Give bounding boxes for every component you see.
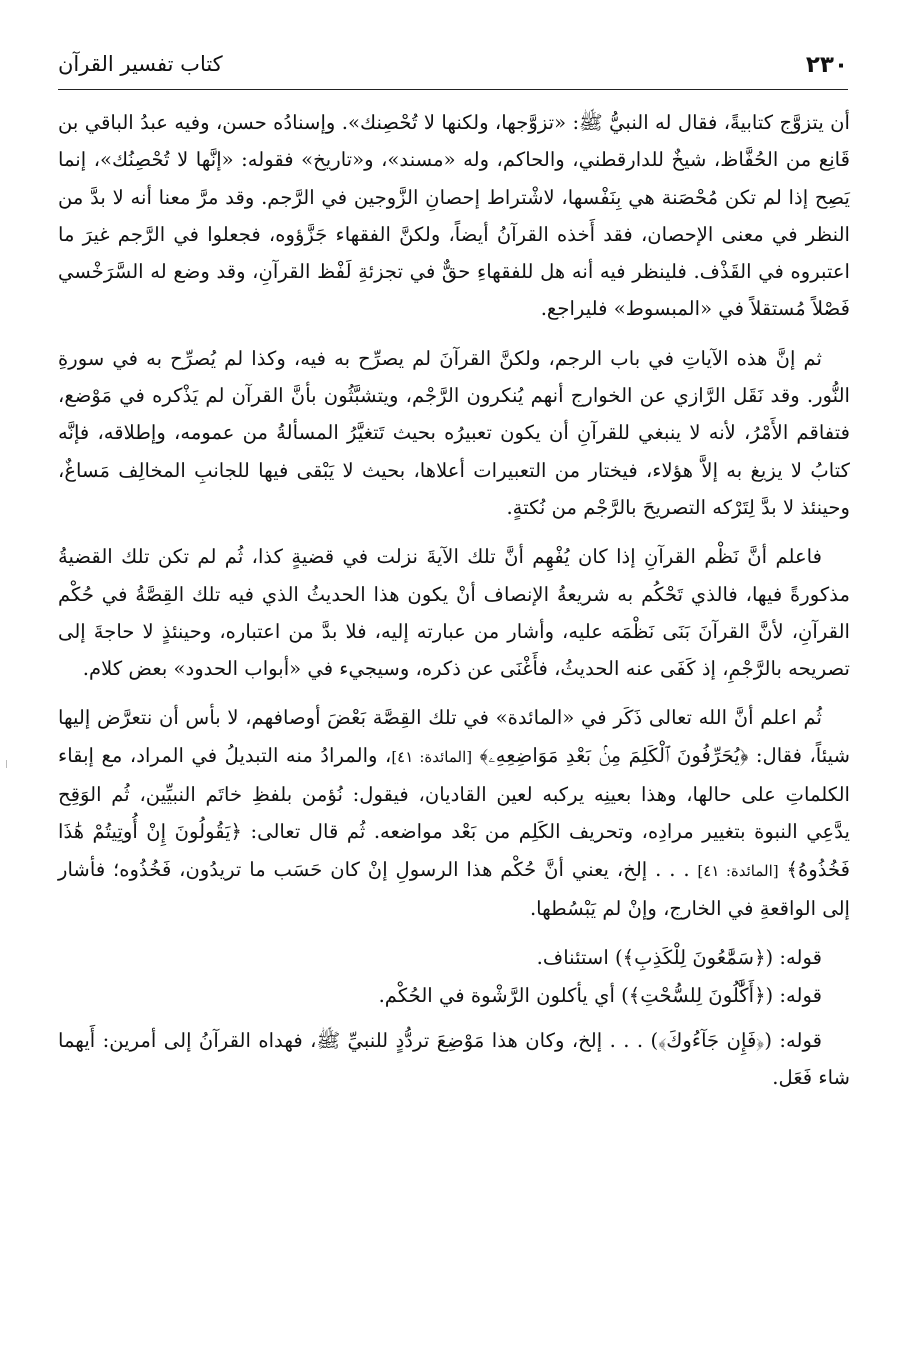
paragraph: [58, 104, 850, 328]
paragraph-text: والمرادُ منه التبديلُ في المراد، مع إبقاء الكلماتِ على حالها، وهذا بعينِه يركبه لعين القاديان، فيقول: نُؤمن بلفظِ خاتَم النبيِّين، ثُم الوَقِح يدَّعِي النبوة بتغيير مرادِه، وتحريف الكَلِم من بَعْد مواضعه. ثُم قال تعالى: ﴿يَقُولُونَ إِنْ أُوتِيتُمْ هَٰذَا فَخُذُوهُ﴾: [58, 743, 850, 881]
page-header: [58, 50, 848, 86]
paragraph: [58, 1022, 850, 1097]
main-text: [58, 104, 850, 1108]
paragraph-text: أن يتزوَّج كتابيةً، فقال له النبيُّ ﷺ: «تزوَّجها، ولكنها لا تُحْصِنك». وإسنادُه حسن، وفيه عبدُ الباقي بن قَانِع من الحُفَّاظ، شيخٌ للدارقطني، والحاكم، وله «مسند»، و«تاريخ» فقوله: «إنَّها لا تُحْصِنُك»، إنما يَصِح إذا لم تكن مُحْصَنة هي بِنَفْسها، لاشْتراط إحصانِ الزَّوجين في الرَّجم. وقد مرَّ معنا أنه لا بدَّ من النظر في معنى الإحصان، فقد أَخذه القرآنُ أيضاً، ولكنَّ الفقهاء جَزَّؤوه، فجعلوا في الرَّجم غيرَ ما اعتبروه في القَذْف. فلينظر فيه أنه هل للفقهاءِ حقٌّ في تجزئةِ لَفْظ القرآنِ، وقد وضع له السَّرَخْسي فَصْلاً مُستقلاً في «المبسوط» فليراجع.: [58, 111, 850, 321]
paragraph: [58, 977, 850, 1014]
paragraph-text: فاعلم أنَّ نَظْم القرآنِ إذا كان يُفْهِم أنَّ تلك الآيةَ نزلت في قضيةٍ كذا، ثُم لم تكن تلك القضيةُ مذكورةً فيها، فالذي تَحْكُم به شريعةُ الإنصاف أنْ يكون هذا الحديثُ الذي فيه تلك القِصَّةُ في حُكْم القرآنِ، لأنَّ القرآنَ بَنَى نَظْمَه عليه، وأشار من عبارته إليه، فلا بدَّ من اعتباره، وحينئذٍ لا حاجةَ إلى تصريحه بالرَّجْمِ، إذ كَفَى عنه الحديثُ، فأَغْنَى عن ذكره، وسيجيء في «أبواب الحدود» بعض كلام.: [58, 545, 850, 681]
paragraph-text: قوله: (﴿فَإِن جَآءُوكَ﴾) . . . إلخ، وكان هذا مَوْضِعَ تردُّدٍ للنبيِّ ﷺ، فهداه القرآنُ إلى أمرين: أَيهما شاء فَعَل.: [58, 1028, 850, 1090]
page-number: ٢٣٠: [805, 52, 848, 78]
quran-reference: [المائدة: ٤١]: [391, 747, 473, 766]
running-title: كتاب تفسير القرآن: [58, 52, 223, 76]
paragraph: ثُم اعلم أنَّ الله تعالى ذَكَر في «المائدة» في تلك القِصَّة بَعْضَ أوصافهم، لا بأس أن نتعرَّض إليها شيئاً، فقال: ﴿يُحَرِّفُونَ ٱلْكَلِمَ مِنۢ بَعْدِ مَوَاضِعِهِۦ﴾ [المائدة: ٤١]، والمرادُ منه التبديلُ في المراد، مع إبقاء الكلماتِ على حالها، وهذا بعينِه يركبه لعين القاديان، فيقول: نُؤمن بلفظِ خاتَم النبيِّين، ثُم الوَقِح يدَّعِي النبوة بتغيير مرادِه، وتحريف الكَلِم من بَعْد مواضعه. ثُم قال تعالى: ﴿يَقُولُونَ إِنْ أُوتِيتُمْ هَٰذَا فَخُذُوهُ﴾ [المائدة: ٤١] . . . إلخ، يعني أنَّ حُكْم هذا الرسولِ إنْ كان حَسَب ما تريدُون، فَخُذُوه؛ فأشار إلى الواقعةِ في الخارج، وإنْ لم يَبْسُطها.: [58, 706, 850, 920]
header-divider: [58, 89, 848, 90]
margin-mark: [6, 760, 7, 768]
paragraph-text: قوله: (﴿سَمَّٰعُونَ لِلْكَذِبِ﴾) استئناف.: [536, 946, 822, 970]
paragraph-text: . . . إلخ، يعني أنَّ حُكْم هذا الرسولِ إنْ كان حَسَب ما تريدُون، فَخُذُوه؛ فأشار إلى الواقعةِ في الخارج، وإنْ لم يَبْسُطها.: [58, 857, 850, 920]
paragraph-text: ثُم اعلم أنَّ الله تعالى ذَكَر في «المائدة» في تلك القِصَّة بَعْضَ أوصافهم، لا بأس أن نتعرَّض إليها شيئاً، فقال: ﴿يُحَرِّفُونَ ٱلْكَلِمَ مِنۢ بَعْدِ مَوَاضِعِهِۦ﴾: [58, 706, 850, 767]
paragraph: [58, 939, 850, 976]
paragraph: [58, 340, 850, 526]
paragraph-text: قوله: (﴿أَكَّٰلُونَ لِلسُّحْتِ﴾) أي يأكلون الرَّشْوة في الحُكْم.: [378, 983, 822, 1007]
paragraph: [58, 538, 850, 687]
quran-reference: [المائدة: ٤١]: [697, 861, 779, 880]
paragraph-text: ثم إنَّ هذه الآياتِ في باب الرجم، ولكنَّ القرآنَ لم يصرِّح به فيه، وكذا لم يُصرِّح به في سورةِ النُّور. وقد نَقَل الرَّازي عن الخوارج أنهم يُنكرون الرَّجْم، ويتشبَّثُون بأنَّ القرآن لم يَذْكره في مَوْضع، فتفاقم الأَمْرُ، لأنه لا ينبغي للقرآنِ أن يكون تعبيرُه بحيث تَتغيَّرُ المسألةُ من عمومه، وإطلاقه، فإنَّه كتابُ لا يزيغ به إلاَّ هؤلاء، فيختار من التعبيرات أعلاها، بحيث لا يَبْقى فيها للجانبِ المخالِف مَساغٌ، وحينئذ لا بدَّ لِتَرْكه التصريحَ بالرَّجْم من نُكتةٍ.: [58, 346, 850, 519]
